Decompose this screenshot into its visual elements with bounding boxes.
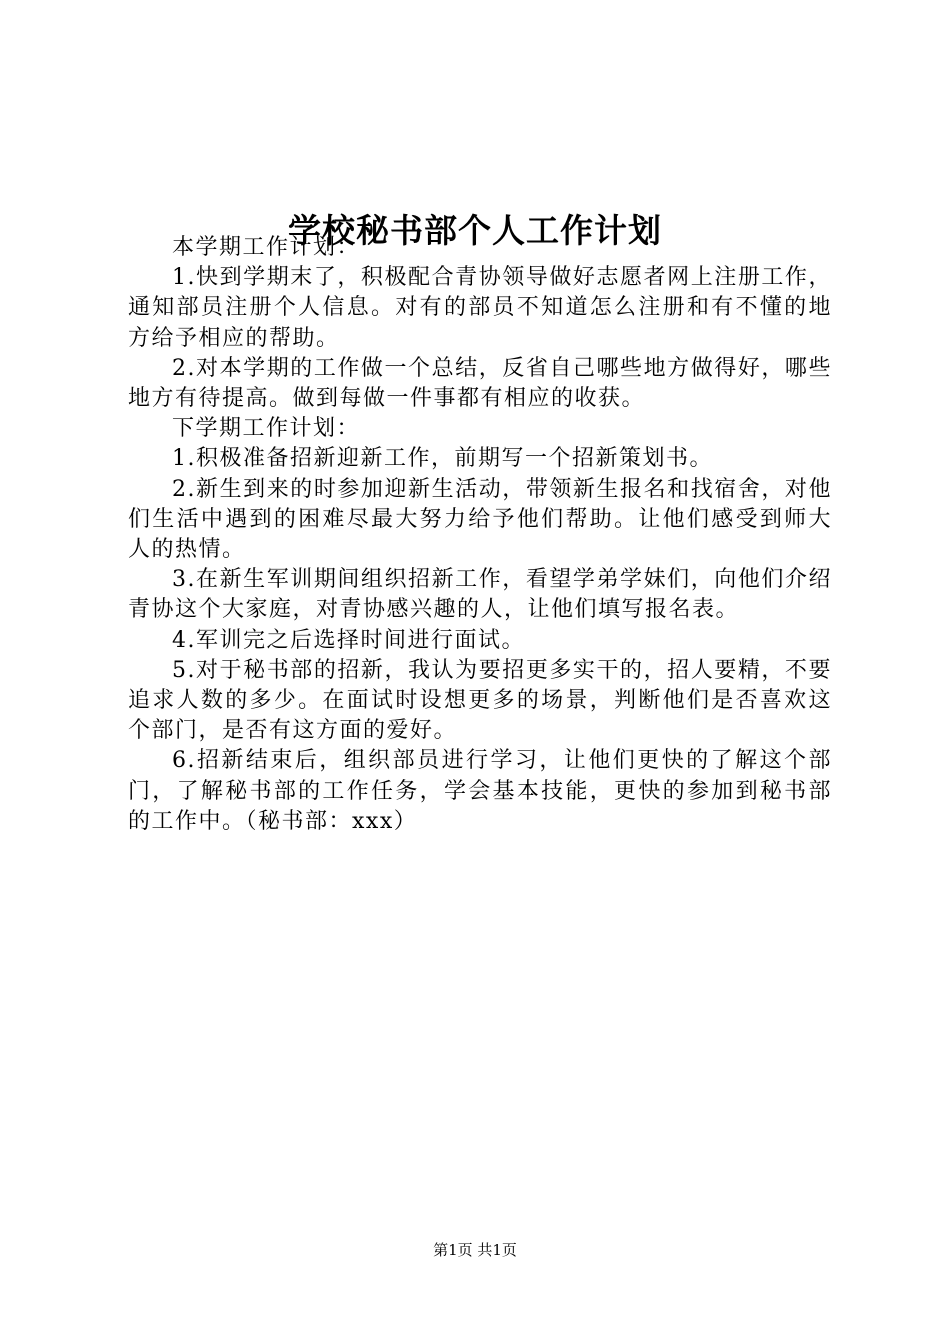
- paragraph-next-term-item-3: 3.在新生军训期间组织招新工作，看望学弟学妹们，向他们介绍青协这个大家庭，对青协感兴趣的人，让他们填写报名表。: [128, 567, 832, 623]
- paragraph-next-term-item-4: 4.军训完之后选择时间进行面试。: [172, 627, 525, 653]
- page-footer: 第1页 共1页: [433, 1241, 517, 1259]
- paragraph-next-term-item-5: 5.对于秘书部的招新，我认为要招更多实干的，招人要精，不要追求人数的多少。在面试时设想更多的场景，判断他们是否喜欢这个部门，是否有这方面的爱好。: [128, 657, 832, 744]
- paragraph-next-term-heading: 下学期工作计划：: [172, 416, 361, 442]
- paragraph-this-term-item-2: 2.对本学期的工作做一个总结，反省自己哪些地方做得好，哪些地方有待提高。做到每做一件事都有相应的收获。: [128, 355, 832, 412]
- document-body: [128, 233, 832, 837]
- paragraph-this-term-item-1: 1.快到学期末了，积极配合青协领导做好志愿者网上注册工作，通知部员注册个人信息。对有的部员不知道怎么注册和有不懂的地方给予相应的帮助。: [128, 265, 832, 351]
- paragraph-this-term-heading: 本学期工作计划：: [172, 235, 361, 260]
- document-title: 学校秘书部个人工作计划: [288, 211, 662, 251]
- paragraph-next-term-item-2: 2.新生到来的时参加迎新生活动，带领新生报名和找宿舍，对他们生活中遇到的困难尽最大努力给予他们帮助。让他们感受到师大人的热情。: [128, 476, 832, 563]
- paragraph-next-term-item-6: 6.招新结束后，组织部员进行学习，让他们更快的了解这个部门，了解秘书部的工作任务，学会基本技能，更快的参加到秘书部的工作中。（秘书部：xxx）: [128, 748, 832, 834]
- paragraph-next-term-item-1: 1.积极准备招新迎新工作，前期写一个招新策划书。: [172, 446, 713, 472]
